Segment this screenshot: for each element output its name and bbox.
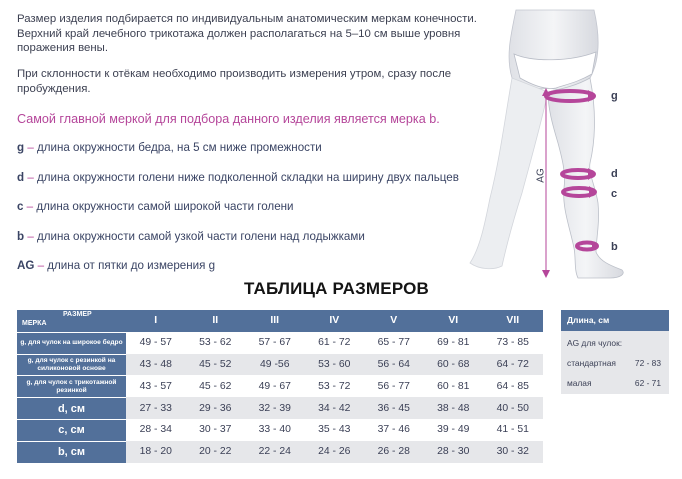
table-corner: РАЗМЕР МЕРКА — [17, 310, 126, 332]
definition-key: AG — [17, 259, 35, 272]
length-label: стандартная — [567, 358, 616, 368]
length-table — [561, 310, 669, 394]
leg-label-c: c — [611, 188, 618, 200]
table-cell: 49 -56 — [245, 354, 305, 376]
table-cell: 53 - 62 — [186, 332, 246, 354]
leg-measurement-illustration — [450, 8, 650, 283]
definition-c: c – длина окружности самой широкой части голени — [17, 200, 294, 213]
table-cell: 49 - 67 — [245, 375, 305, 397]
definition-key: d — [17, 171, 25, 184]
table-cell: 43 - 48 — [126, 354, 186, 376]
definition-text: длина окружности самой узкой части голени над лодыжками — [36, 230, 365, 243]
table-cell: 35 - 43 — [305, 419, 365, 441]
table-cell: 24 - 26 — [305, 441, 365, 463]
length-table-subheader: AG для чулок: — [567, 338, 623, 348]
size-table-header-row — [17, 310, 543, 332]
length-row-small — [561, 376, 669, 391]
leg-label-g: g — [611, 90, 618, 102]
row-label: b, см — [17, 441, 126, 463]
size-header: VI — [424, 310, 484, 332]
size-table-title: ТАБЛИЦА РАЗМЕРОВ — [244, 279, 430, 298]
length-value: 72 - 83 — [634, 358, 661, 368]
table-cell: 45 - 62 — [186, 375, 246, 397]
size-header: II — [186, 310, 246, 332]
definition-g: g – длина окружности бедра, на 5 см ниже промежности — [17, 141, 322, 154]
length-value: 62 - 71 — [634, 378, 661, 388]
size-header: IV — [305, 310, 365, 332]
table-cell: 41 - 51 — [483, 419, 543, 441]
table-cell: 30 - 32 — [483, 441, 543, 463]
row-label: d, см — [17, 397, 126, 419]
size-header: I — [126, 310, 186, 332]
table-cell: 30 - 37 — [186, 419, 246, 441]
length-label: малая — [567, 378, 592, 388]
size-table — [17, 310, 543, 463]
table-cell: 64 - 72 — [483, 354, 543, 376]
table-cell: 53 - 60 — [305, 354, 365, 376]
table-cell: 43 - 57 — [126, 375, 186, 397]
table-cell: 33 - 40 — [245, 419, 305, 441]
table-row — [17, 354, 543, 376]
table-cell: 53 - 72 — [305, 375, 365, 397]
table-cell: 27 - 33 — [126, 397, 186, 419]
definition-key: b — [17, 230, 25, 243]
table-cell: 28 - 34 — [126, 419, 186, 441]
row-label: g, для чулок с резинкой на силиконовой основе — [17, 354, 126, 376]
main-measure-note: Самой главной меркой для подбора данного изделия является мерка b. — [17, 112, 440, 126]
definition-text: длина окружности голени ниже подколенной складки на ширину двух пальцев — [36, 171, 459, 184]
table-row — [17, 375, 543, 397]
definition-ag: AG – длина от пятки до измерения g — [17, 259, 216, 272]
table-row — [17, 441, 543, 463]
definition-text: длина от пятки до измерения g — [47, 259, 216, 272]
leg-label-ag: AG — [535, 168, 547, 183]
table-cell: 39 - 49 — [424, 419, 484, 441]
table-cell: 61 - 72 — [305, 332, 365, 354]
definition-text: длина окружности самой широкой части голени — [36, 200, 294, 213]
row-label: g, для чулок на широкое бедро — [17, 332, 126, 354]
table-cell: 36 - 45 — [364, 397, 424, 419]
table-cell: 32 - 39 — [245, 397, 305, 419]
row-label: c, см — [17, 419, 126, 441]
definition-text: длина окружности бедра, на 5 см ниже промежности — [36, 141, 322, 154]
intro-paragraph-1: Размер изделия подбирается по индивидуальным анатомическим меркам конечности. Верхний край лечебного трикотажа должен располагаться на 5–10 см выше уровня поражения вены. — [17, 13, 477, 54]
table-row — [17, 419, 543, 441]
table-cell: 45 - 52 — [186, 354, 246, 376]
definition-d: d – длина окружности голени ниже подколенной складки на ширину двух пальцев — [17, 171, 459, 184]
table-cell: 34 - 42 — [305, 397, 365, 419]
table-cell: 60 - 81 — [424, 375, 484, 397]
table-cell: 37 - 46 — [364, 419, 424, 441]
table-cell: 64 - 85 — [483, 375, 543, 397]
table-cell: 57 - 67 — [245, 332, 305, 354]
table-cell: 56 - 64 — [364, 354, 424, 376]
definition-b: b – длина окружности самой узкой части голени над лодыжками — [17, 230, 365, 243]
table-cell: 28 - 30 — [424, 441, 484, 463]
table-row — [17, 397, 543, 419]
table-cell: 60 - 68 — [424, 354, 484, 376]
table-cell: 29 - 36 — [186, 397, 246, 419]
table-cell: 38 - 48 — [424, 397, 484, 419]
table-cell: 49 - 57 — [126, 332, 186, 354]
size-header: VII — [483, 310, 543, 332]
intro-paragraph-2: При склонности к отёкам необходимо производить измерения утром, сразу после пробуждения. — [17, 68, 452, 95]
table-cell: 26 - 28 — [364, 441, 424, 463]
table-cell: 65 - 77 — [364, 332, 424, 354]
table-row — [17, 332, 543, 354]
definition-key: c — [17, 200, 24, 213]
row-label: g, для чулок с трикотажной резинкой — [17, 375, 126, 397]
table-cell: 69 - 81 — [424, 332, 484, 354]
table-cell: 20 - 22 — [186, 441, 246, 463]
table-cell: 56 - 77 — [364, 375, 424, 397]
leg-label-d: d — [611, 168, 618, 180]
leg-label-b: b — [611, 241, 618, 253]
table-cell: 18 - 20 — [126, 441, 186, 463]
definition-key: g — [17, 141, 25, 154]
table-cell: 40 - 50 — [483, 397, 543, 419]
size-header: V — [364, 310, 424, 332]
size-header: III — [245, 310, 305, 332]
length-row-standard — [561, 356, 669, 371]
length-table-header: Длина, см — [561, 310, 669, 331]
table-cell: 22 - 24 — [245, 441, 305, 463]
table-cell: 73 - 85 — [483, 332, 543, 354]
